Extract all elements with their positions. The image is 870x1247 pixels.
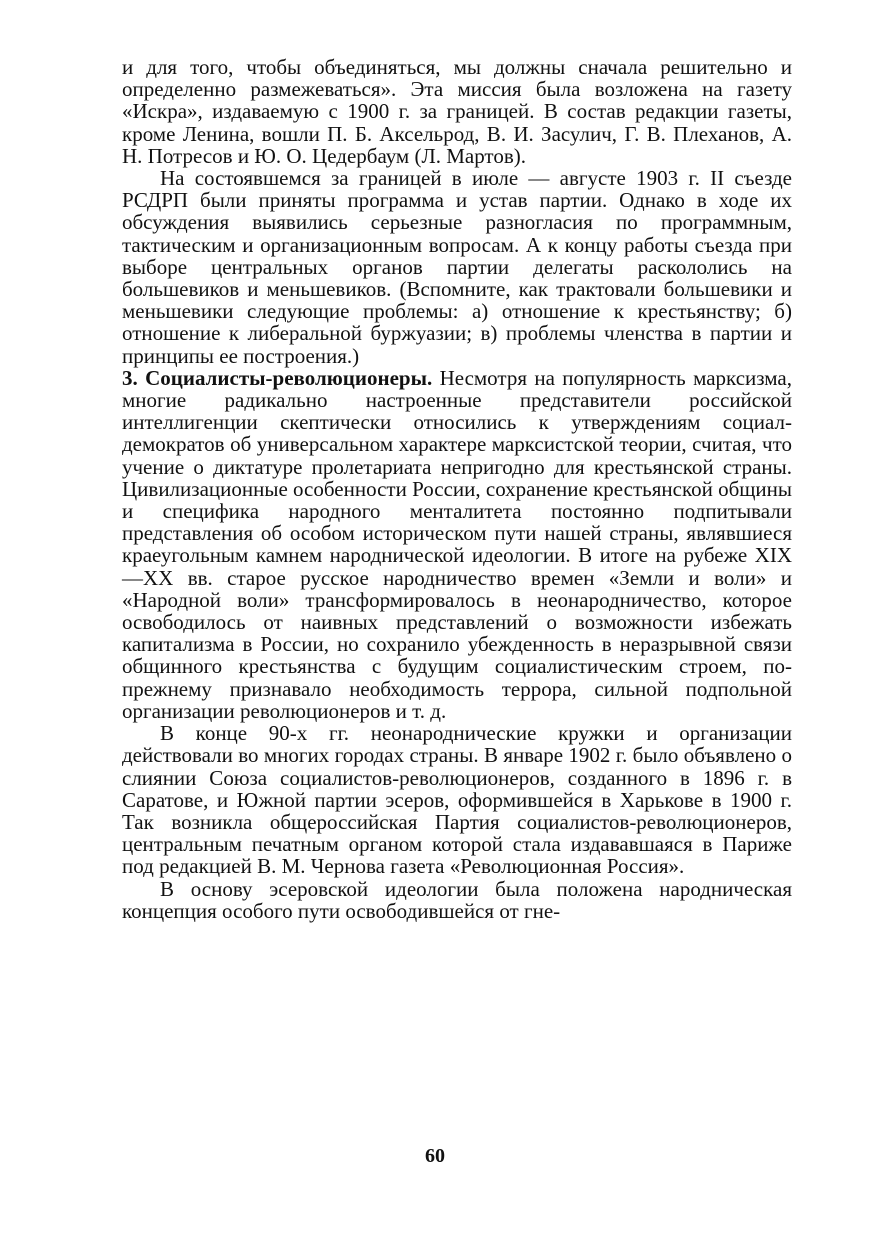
paragraph-second-congress: На состоявшемся за границей в июле — августе 1903 г. II съезде РСДРП были приняты программа и устав партии. Однако в ходе их обсуждения выявились серьезные разногласия по программным, тактическим и организационным вопросам. А к концу работы съезда при выборе центральных органов партии делегаты раскололись на большевиков и меньшевиков. (Вспомните, как трактовали большевики и меньшевики следующие проблемы: а) отношение к крестьянству; б) отношение к либеральной буржуазии; в) проблемы членства в партии и принципы ее построения.) [122, 166, 792, 368]
section-title: 3. Социалисты-революционеры. [122, 365, 433, 390]
page-number: 60 [425, 1145, 445, 1167]
paragraph-neo-populist-circles: В конце 90-х гг. неонароднические кружки и организации действовали во многих городах страны. В январе 1902 г. было объявлено о слиянии Союза социалистов-революционеров, созданного в 1896 г. в Саратове, и Южной партии эсеров, оформившейся в Харькове в 1900 г. Так возникла общероссийская Партия социалистов-революционеров, центральным печатным органом которой стала издававшаяся в Париже под редакцией В. М. Чернова газета «Революционная Россия». [122, 721, 792, 879]
paragraph-ser-ideology: В основу эсеровской идеологии была положена народническая концепция особого пути освободившейся от гне- [122, 876, 792, 923]
section-text: Несмотря на популярность марксизма, многие радикально настроенные представители российской интеллигенции скептически относились к утверждениям социал-демократов об универсальном характере марксистской теории, считая, что учение о диктатуре пролетариата непригодно для крестьянской страны. Цивилизационные особенности России, сохранение крестьянской общины и специфика народного менталитета постоянно подпитывали представления об особом историческом пути нашей страны, являвшиеся краеугольным камнем народнической идеологии. В итоге на рубеже XIX—XX вв. старое русское народничество времен «Земли и воли» и «Народной воли» трансформировалось в неонародничество, которое освободилось от наивных представлений о возможности избежать капитализма в России, но сохранило убежденность в неразрывной связи общинного крестьянства с будущим социалистическим строем, по-прежнему признавало необходимость террора, сильной подпольной организации революционеров и т. д. [122, 365, 793, 723]
paragraph-iskra: и для того, чтобы объединяться, мы должны сначала решительно и определенно размежеваться». Эта миссия была возложена на газету «Искра», издаваемую с 1900 г. за границей. В состав редакции газеты, кроме Ленина, вошли П. Б. Аксельрод, В. И. Засулич, Г. В. Плеханов, А. Н. Потресов и Ю. О. Цедербаум (Л. Мартов). [122, 55, 792, 168]
page-body [122, 56, 792, 922]
section-socialist-revolutionaries [122, 367, 792, 722]
